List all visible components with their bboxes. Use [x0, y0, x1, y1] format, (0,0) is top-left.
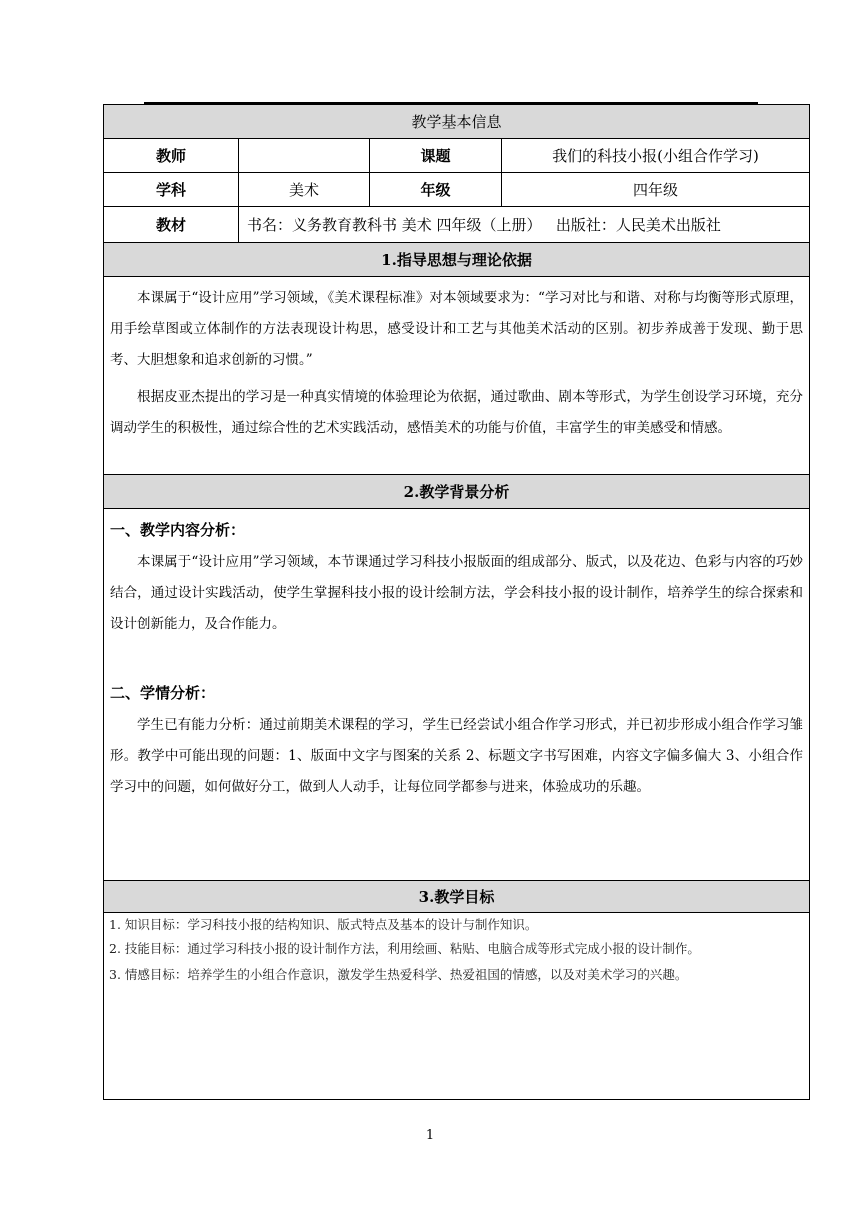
section1-paragraph: 本课属于“设计应用”学习领域，《美术课程标准》对本领域要求为：“学习对比与和谐、对称与均衡等形式原理，用手绘草图或立体制作的方法表现设计构思，感受设计和工艺与其他美术活动的区别。初步养成善于发现、勤于思考、大胆想象和追求创新的习惯。” — [110, 290, 804, 368]
topic-label: 课题 — [370, 139, 502, 173]
objective-item: 1. 知识目标：学习科技小报的结构知识、版式特点及基本的设计与制作知识。 — [109, 917, 538, 932]
content-analysis-text: 本课属于“设计应用”学习领域，本节课通过学习科技小报版面的组成部分、版式，以及花边、色彩与内容的巧妙结合，通过设计实践活动，使学生掌握科技小报的设计绘制方法，学会科技小报的设计制作，培养学生的综合探索和设计创新能力，及合作能力。 — [110, 554, 804, 632]
grade-value: 四年级 — [502, 173, 810, 207]
section1-title: 1.指导思想与理论依据 — [104, 243, 810, 277]
basic-info-header: 教学基本信息 — [104, 105, 810, 139]
section3-body — [104, 913, 810, 1100]
section2-body — [104, 509, 810, 881]
topic-value: 我们的科技小报(小组合作学习) — [502, 139, 810, 173]
grade-label: 年级 — [370, 173, 502, 207]
section1-body — [104, 277, 810, 475]
teacher-label: 教师 — [104, 139, 239, 173]
section2-title: 2.教学背景分析 — [104, 475, 810, 509]
page-number: 1 — [425, 1128, 435, 1143]
textbook-value: 书名：义务教育教科书 美术 四年级（上册） 出版社：人民美术出版社 — [239, 207, 810, 243]
lesson-plan-table — [103, 104, 810, 1100]
student-analysis-heading: 二、学情分析： — [110, 684, 216, 702]
textbook-label: 教材 — [104, 207, 239, 243]
subject-value: 美术 — [239, 173, 370, 207]
section1-paragraph: 根据皮亚杰提出的学习是一种真实情境的体验理论为依据，通过歌曲、剧本等形式，为学生创设学习环境，充分调动学生的积极性，通过综合性的艺术实践活动，感悟美术的功能与价值，丰富学生的审美感受和情感。 — [110, 389, 804, 436]
objective-item: 2. 技能目标：通过学习科技小报的设计制作方法，利用绘画、粘贴、电脑合成等形式完成小报的设计制作。 — [109, 941, 700, 956]
content-analysis-heading: 一、教学内容分析： — [110, 521, 246, 539]
objective-item: 3. 情感目标：培养学生的小组合作意识，激发学生热爱科学、热爱祖国的情感，以及对美术学习的兴趣。 — [109, 967, 688, 982]
student-analysis-text: 学生已有能力分析：通过前期美术课程的学习，学生已经尝试小组合作学习形式，并已初步形成小组合作学习雏形。教学中可能出现的问题：1、版面中文字与图案的关系 2、标题文字书写困难，内容文字偏多偏大 3、小组合作学习中的问题，如何做好分工，做到人人动手，让每位同学都参与进来，体验成功的乐趣。 — [110, 717, 804, 795]
section3-title: 3.教学目标 — [104, 881, 810, 913]
subject-label: 学科 — [104, 173, 239, 207]
teacher-value — [239, 139, 370, 173]
